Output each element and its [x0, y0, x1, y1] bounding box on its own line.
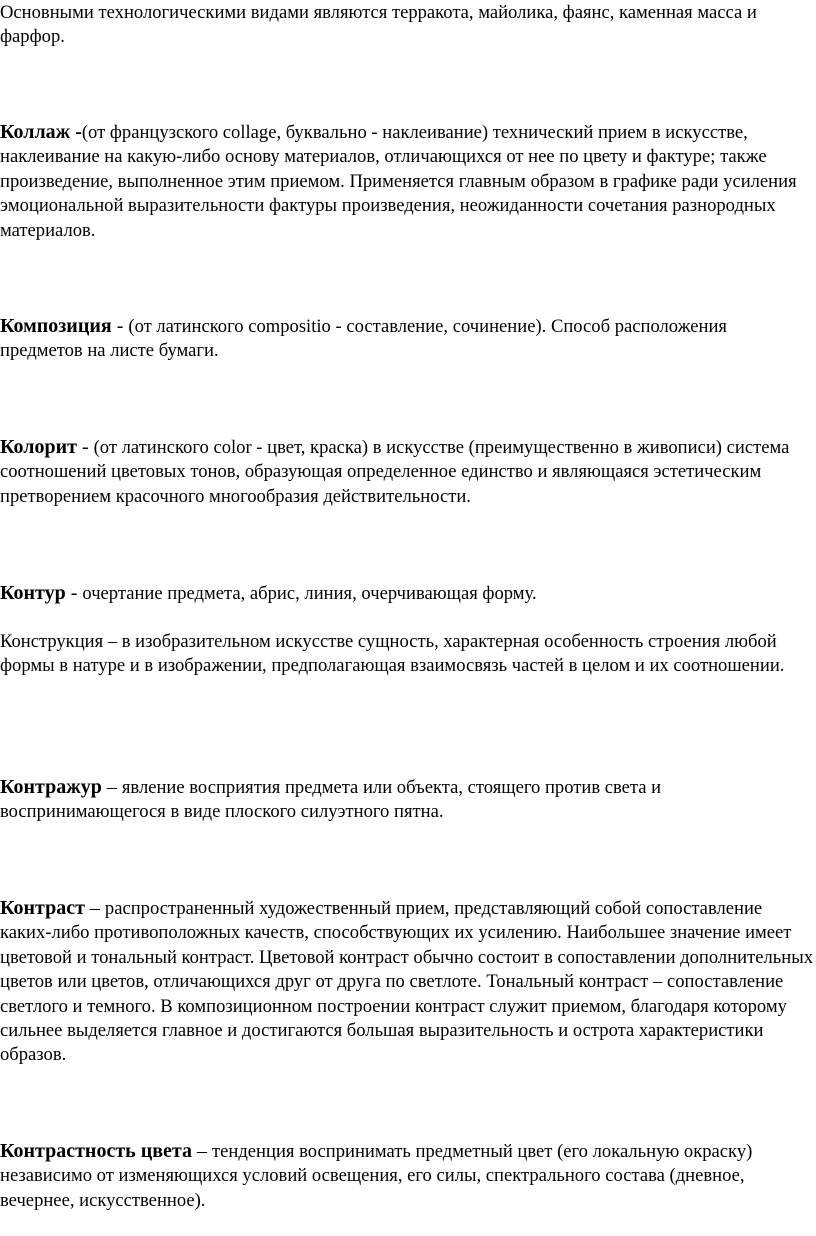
entry-term: Контраст [0, 897, 85, 919]
entry-term: Коллаж [0, 121, 71, 143]
entry-colorit [0, 435, 814, 509]
entry-separator: – [84, 897, 105, 919]
entry-definition: очертание предмета, абрис, линия, очерчивающая форму. [82, 583, 537, 604]
entry-separator: – [192, 1140, 212, 1162]
entry-definition: (от латинского color - цвет, краска) в искусстве (преимущественно в живописи) система соотношений цветовых тонов, образующая определенное единство и являющаяся эстетическим претворением красочного многообразия действительности. [0, 437, 790, 507]
intro-text: Основными технологическими видами являются терракота, майолика, фаянс, каменная масса и фарфор. [0, 2, 757, 48]
entry-term: Контур [0, 582, 66, 604]
entry-definition: тенденция воспринимать предметный цвет (его локальную окраску) независимо от изменяющихся условий освещения, его силы, спектрального состава (дневное, вечернее, искусственное). [0, 1141, 753, 1211]
entry-separator: - [111, 315, 129, 337]
entry-definition: Конструкция – в изобразительном искусстве сущность, характерная особенность строения любой формы в натуре и в изображении, предполагающая взаимосвязь частей в целом и их соотношении. [0, 631, 785, 677]
entry-term: Колорит [0, 436, 77, 458]
entry-separator: - [65, 582, 83, 604]
entry-definition: явление восприятия предмета или объекта, стоящего против света и воспринимающегося в виде плоского силуэтного пятна. [0, 777, 662, 823]
entry-contrast [0, 896, 814, 1068]
entry-contour [0, 581, 814, 606]
entry-contre-jour [0, 775, 814, 825]
entry-definition: (от французского collage, буквально - наклеивание) технический прием в искусстве, наклеивание на какую-либо основу материалов, отличающихся от нее по цвету и фактуре; также произведение, выполненное этим приемом. Применяется главным образом в графике ради усиления эмоциональной выразительности фактуры произведения, неожиданности сочетания разнородных материалов. [0, 122, 797, 241]
entry-collage [0, 120, 814, 243]
entry-construction [0, 630, 814, 679]
entry-composition [0, 314, 814, 364]
entry-definition: распространенный художественный прием, представляющий собой сопоставление каких-либо противоположных качеств, способствующих их усилению. Наибольшее значение имеет цветовой и тональный контраст. Цветовой контраст обычно состоит в сопоставлении дополнительных цветов или цветов, отличающихся друг от друга по светлоте. Тональный контраст – сопоставление светлого и темного. В композиционном построении контраст служит приемом, благодаря которому сильнее выделяется главное и достигаются большая выразительность и острота характеристики образов. [0, 898, 813, 1066]
intro-paragraph [0, 1, 814, 50]
entry-separator: - [70, 121, 82, 143]
entry-term: Контрастность цвета [0, 1140, 192, 1162]
entry-definition: (от латинского compositio - составление, сочинение). Способ расположения предметов на листе бумаги. [0, 316, 727, 362]
entry-separator: - [76, 436, 94, 458]
entry-term: Контражур [0, 776, 102, 798]
entry-term: Композиция [0, 315, 112, 337]
entry-color-contrast [0, 1139, 814, 1213]
entry-separator: – [101, 776, 122, 798]
